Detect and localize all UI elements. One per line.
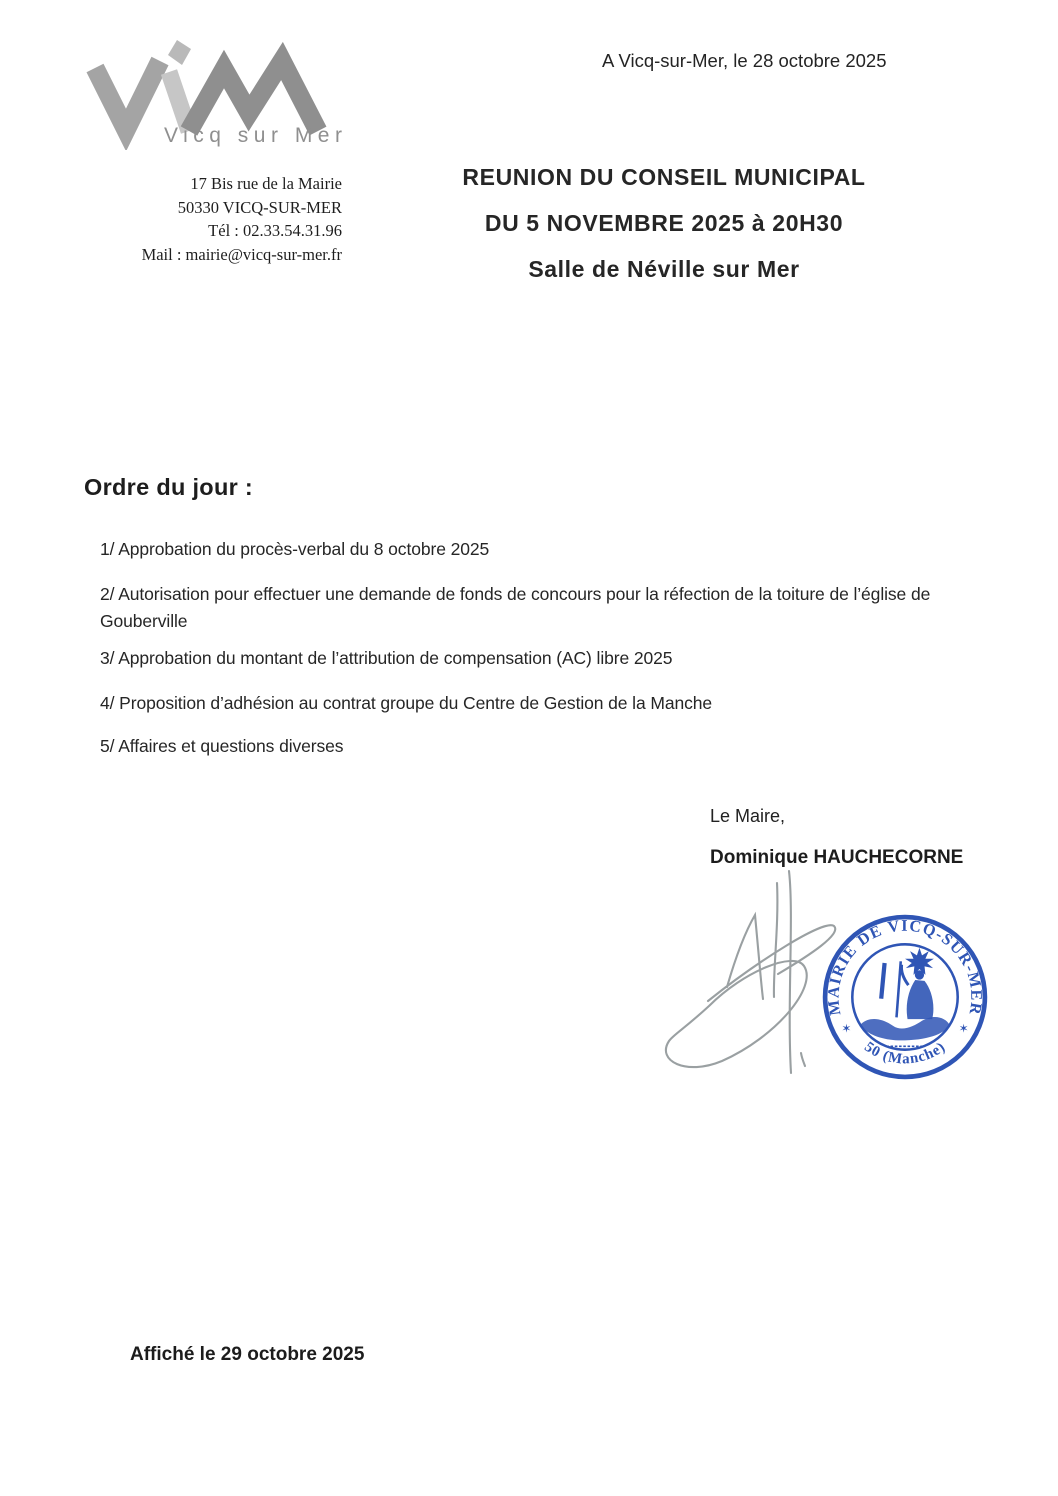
agenda-heading: Ordre du jour : bbox=[84, 474, 253, 500]
marianne-emblem-icon bbox=[861, 948, 949, 1047]
mairie-stamp bbox=[820, 912, 990, 1082]
mairie-stamp-icon bbox=[820, 912, 990, 1082]
vicq-sur-mer-logo bbox=[85, 34, 355, 150]
posted-date-notice: Affiché le 29 octobre 2025 bbox=[130, 1344, 365, 1365]
signer-role: Le Maire, bbox=[710, 806, 786, 826]
address-line-phone: Tél : 02.33.54.31.96 bbox=[208, 221, 342, 240]
date-place-line: A Vicq-sur-Mer, le 28 octobre 2025 bbox=[602, 50, 887, 71]
title-line-1: REUNION DU CONSEIL MUNICIPAL bbox=[462, 164, 866, 190]
stamp-top-text: MAIRIE DE VICQ-SUR-MER bbox=[825, 917, 985, 1017]
address-line-city: 50330 VICQ-SUR-MER bbox=[177, 197, 342, 217]
signer-name: Dominique HAUCHECORNE bbox=[710, 847, 964, 868]
agenda-item-1: 1/ Approbation du procès-verbal du 8 octobre 2025 bbox=[100, 539, 490, 559]
svg-text:50 (Manche) bbox=[861, 1039, 948, 1068]
stamp-star-left: ✶ bbox=[841, 1021, 852, 1036]
agenda-item-2: 2/ Autorisation pour effectuer une demande de fonds de concours pour la réfection de la toiture de l’église de Gouberville bbox=[100, 584, 931, 631]
logo-brand-text: Vicq sur Mer bbox=[164, 124, 348, 147]
title-line-2: DU 5 NOVEMBRE 2025 à 20H30 bbox=[484, 210, 844, 236]
address-line-email: Mail : mairie@vicq-sur-mer.fr bbox=[141, 244, 342, 264]
agenda-item-3: 3/ Approbation du montant de l’attribution de compensation (AC) libre 2025 bbox=[100, 648, 673, 668]
agenda-item-4: 4/ Proposition d’adhésion au contrat groupe du Centre de Gestion de la Manche bbox=[100, 693, 713, 713]
stamp-bottom-text: 50 (Manche) bbox=[861, 1039, 949, 1068]
logo-i-dot bbox=[168, 40, 191, 65]
letterhead-address bbox=[80, 172, 342, 266]
vim-zigzag-logo-icon bbox=[85, 34, 355, 150]
stamp-star-right: ✶ bbox=[958, 1021, 969, 1036]
address-line-street: 17 Bis rue de la Mairie bbox=[190, 174, 342, 193]
title-line-3: Salle de Néville sur Mer bbox=[528, 256, 800, 282]
meeting-title bbox=[408, 164, 920, 302]
svg-text:MAIRIE DE VICQ-SUR-MER bbox=[825, 918, 984, 1017]
agenda-item-5: 5/ Affaires et questions diverses bbox=[100, 736, 344, 756]
